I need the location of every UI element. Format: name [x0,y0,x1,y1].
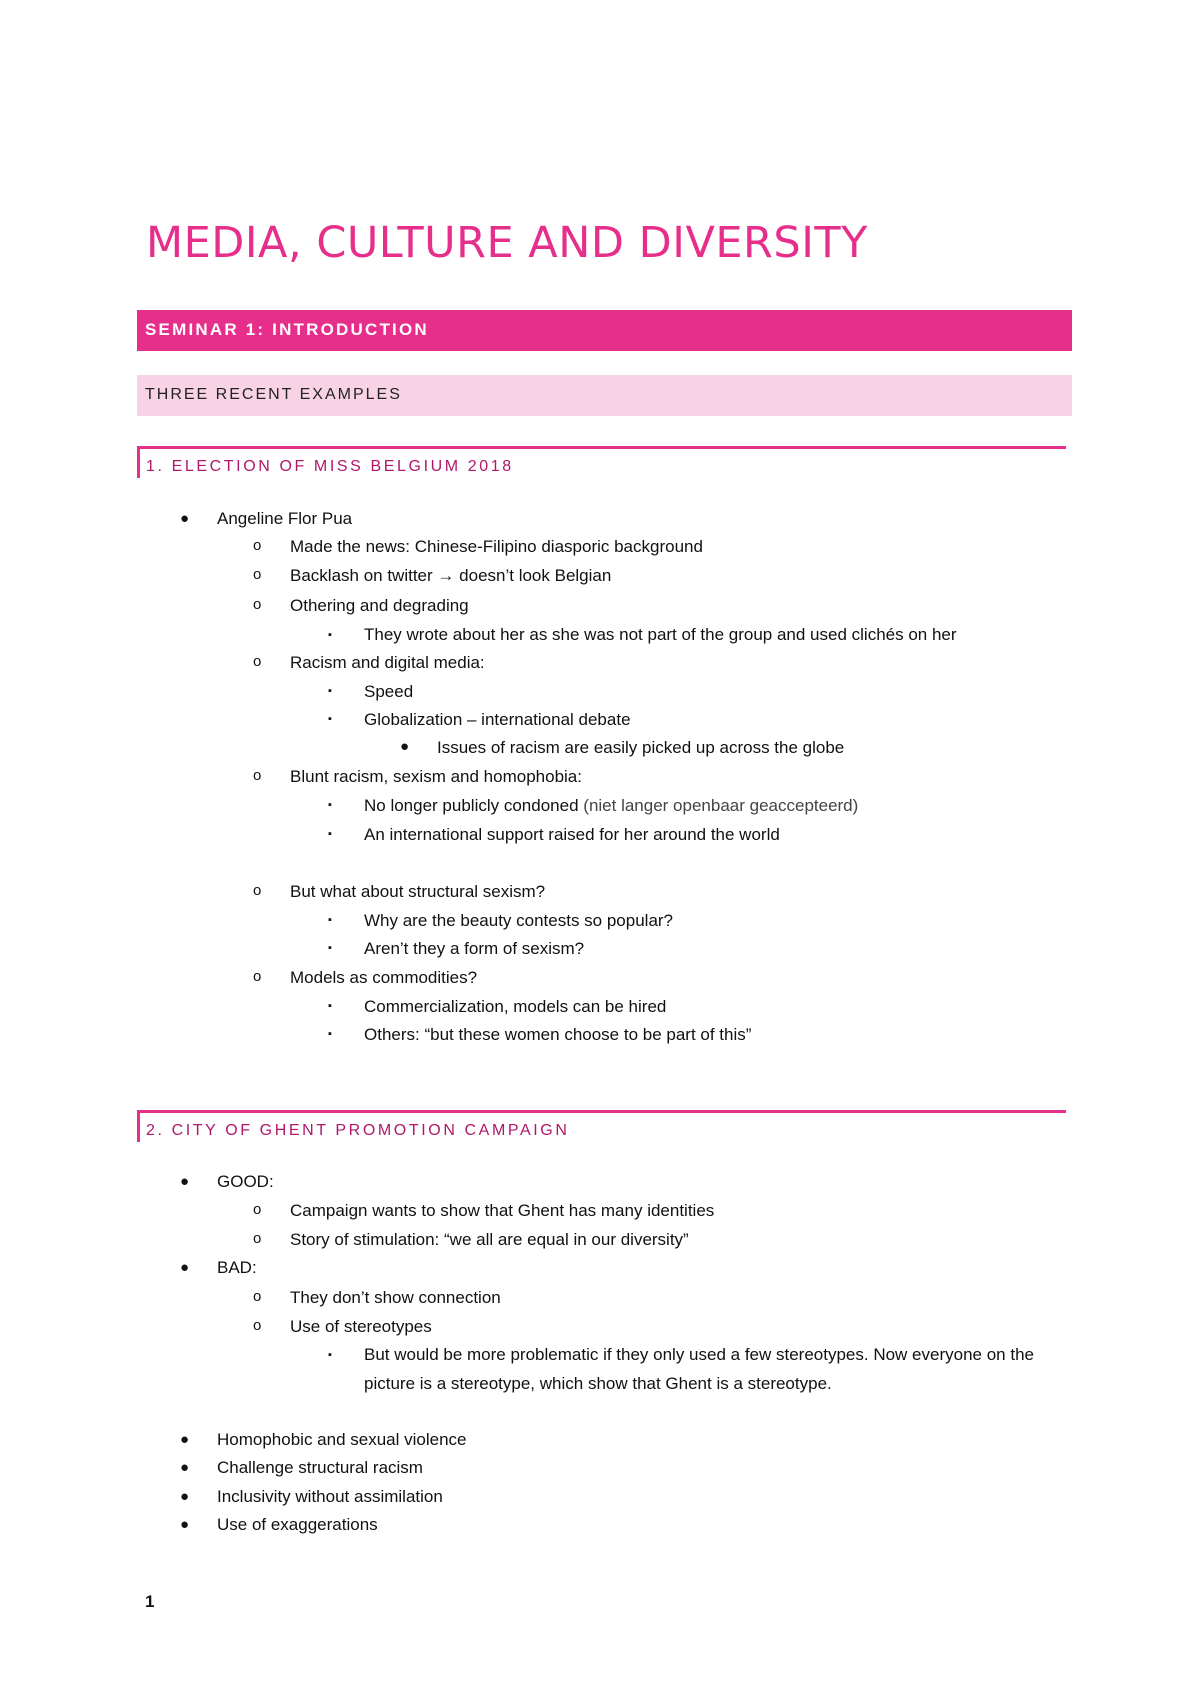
bullet-disc: ● [180,1488,190,1505]
list-item: Homophobic and sexual violence [217,1430,467,1449]
list-item [290,566,611,586]
section-2-heading-block [137,1110,1066,1142]
list-item-text: doesn’t look Belgian [459,566,612,585]
list-item: But would be more problematic if they only used a few stereotypes. Now everyone on the picture is a stereotype, which show that Ghent is a stereotype. [364,1345,1034,1393]
list-item: Globalization – international debate [364,710,631,729]
page-number: 1 [145,1592,155,1611]
list-item: They wrote about her as she was not part of the group and used clichés on her [364,625,957,644]
bullet-square: ▪ [328,1349,332,1361]
bullet-square: ▪ [328,828,332,840]
list-item: They don’t show connection [290,1288,501,1307]
list-item-text: Backlash on twitter [290,566,433,585]
list-item: Story of stimulation: “we all are equal in our diversity” [290,1230,689,1249]
bullet-square: ▪ [328,629,332,641]
bullet-circle: o [253,537,262,554]
bullet-square: ▪ [328,1000,332,1012]
list-item: But what about structural sexism? [290,882,546,901]
bullet-disc: ● [180,1459,190,1476]
bullet-disc: ● [180,510,190,527]
translation-note: (niet langer openbaar geaccepteerd) [583,796,859,815]
bullet-circle: o [253,1288,262,1305]
bullet-square: ▪ [328,942,332,954]
list-item: Why are the beauty contests so popular? [364,911,674,930]
subheading-bar [137,375,1072,416]
list-item: Use of exaggerations [217,1515,378,1534]
bullet-square: ▪ [328,713,332,725]
bullet-disc: ● [180,1516,190,1533]
section-1-heading-block [137,446,1066,478]
bullet-square: ▪ [328,914,332,926]
list-item [364,796,858,816]
bullet-square: ▪ [328,799,332,811]
list-item: Made the news: Chinese-Filipino diasporic background [290,537,703,556]
list-item: Racism and digital media: [290,653,485,672]
list-item: Use of stereotypes [290,1317,432,1336]
seminar-heading-bar [137,310,1072,351]
list-item: Speed [364,682,414,701]
bullet-disc: ● [180,1431,190,1448]
seminar-heading: SEMINAR 1: INTRODUCTION [145,320,429,339]
bullet-circle: o [253,767,262,784]
bullet-square: ▪ [328,685,332,697]
section-1-heading: 1. ELECTION OF MISS BELGIUM 2018 [146,458,514,475]
list-item: An international support raised for her around the world [364,825,780,844]
bullet-circle: o [253,1230,262,1247]
list-item: Angeline Flor Pua [217,509,353,528]
bullet-circle: o [253,1201,262,1218]
bullet-disc: ● [400,738,410,755]
subheading: THREE RECENT EXAMPLES [145,386,402,403]
bullet-square: ▪ [328,1028,332,1040]
list-item: Models as commodities? [290,968,478,987]
list-item: Inclusivity without assimilation [217,1487,443,1506]
list-item: Commercialization, models can be hired [364,997,667,1016]
bullet-circle: o [253,1317,262,1334]
list-item: BAD: [217,1258,257,1277]
list-item: Othering and degrading [290,596,469,615]
bullet-disc: ● [180,1259,190,1276]
list-item-text: No longer publicly condoned [364,796,579,815]
list-item: Issues of racism are easily picked up across the globe [437,738,845,757]
document-title: MEDIA, CULTURE AND DIVERSITY [146,218,868,268]
list-item: Blunt racism, sexism and homophobia: [290,767,582,786]
list-item: GOOD: [217,1172,274,1191]
list-item: Campaign wants to show that Ghent has many identities [290,1201,715,1220]
arrow-icon: → [437,566,455,585]
list-item: Aren’t they a form of sexism? [364,939,585,958]
bullet-circle: o [253,596,262,613]
bullet-disc: ● [180,1173,190,1190]
bullet-circle: o [253,882,262,899]
bullet-circle: o [253,968,262,985]
bullet-circle: o [253,566,262,583]
list-item: Others: “but these women choose to be part of this” [364,1025,752,1044]
bullet-circle: o [253,653,262,670]
section-2-heading: 2. CITY OF GHENT PROMOTION CAMPAIGN [146,1122,570,1139]
list-item: Challenge structural racism [217,1458,423,1477]
